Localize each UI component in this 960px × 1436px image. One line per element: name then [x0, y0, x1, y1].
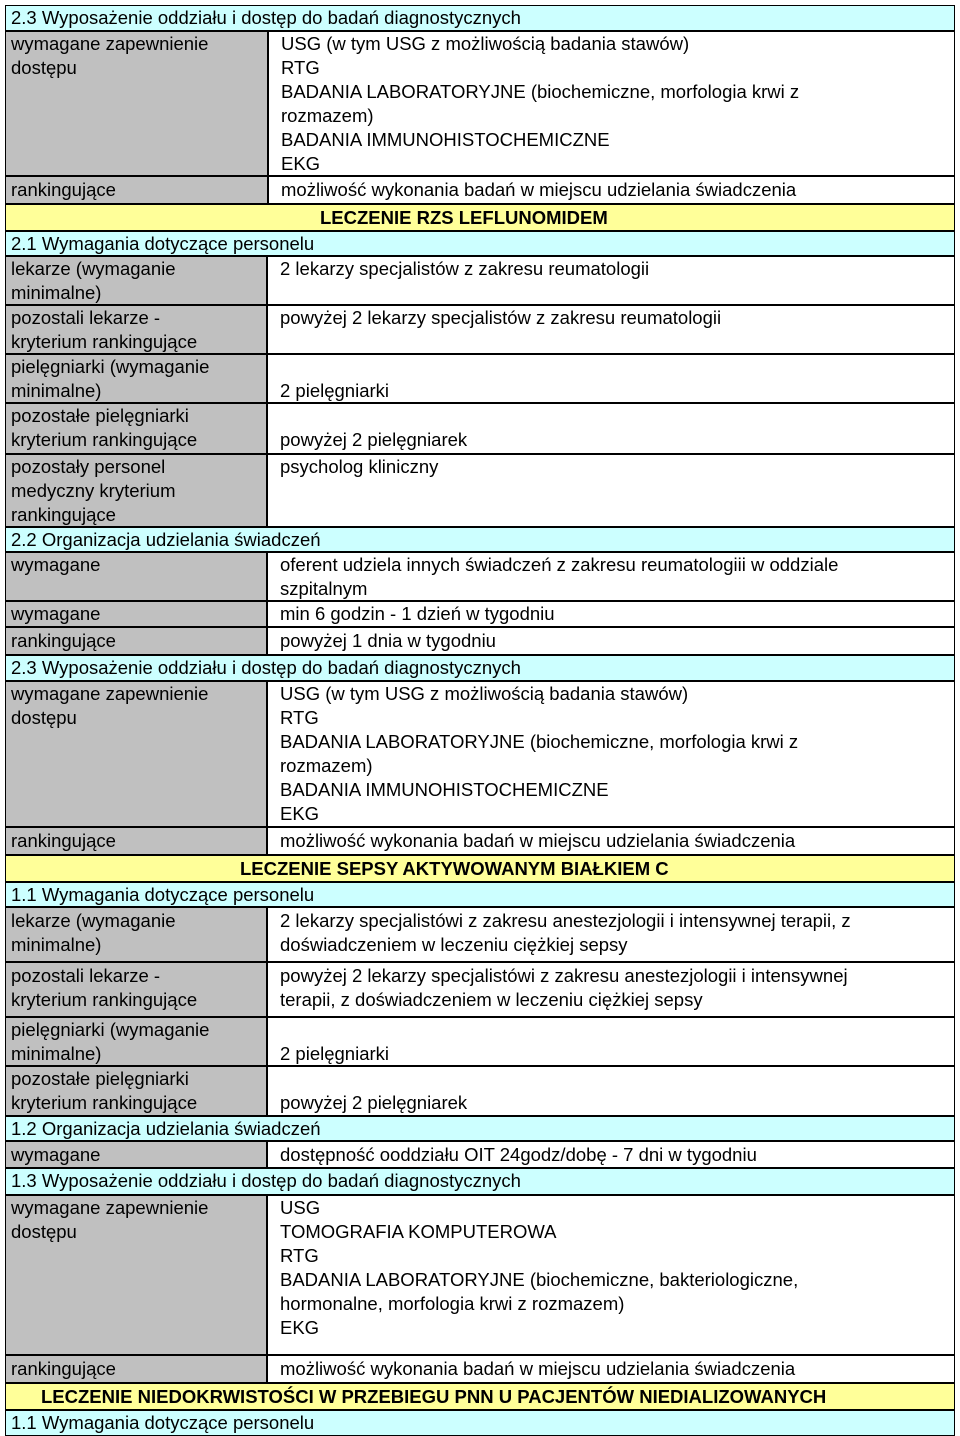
section-title: 1.1 Wymagania dotyczące personelu [11, 884, 315, 905]
value-line: BADANIA IMMUNOHISTOCHEMICZNE [280, 779, 609, 800]
value-line: EKG [280, 803, 320, 824]
value-line: powyżej 2 pielęgniarek [280, 1092, 468, 1113]
label-line: wymagane zapewnienie [11, 1197, 209, 1218]
value-line: powyżej 2 lekarzy specjalistówi z zakresu anestezjologii i intensywnej [280, 965, 848, 986]
table-row [5, 1066, 955, 1116]
treatment-title: LECZENIE NIEDOKRWISTOŚCI W PRZEBIEGU PNN U PACJENTÓW NIEDIALIZOWANYCH [41, 1386, 827, 1407]
value-line: EKG [281, 153, 321, 174]
value-line: rozmazem) [281, 105, 374, 126]
value-line: BADANIA LABORATORYJNE (biochemiczne, bakteriologiczne, [280, 1269, 799, 1290]
section-header [5, 655, 955, 681]
label-line: minimalne) [11, 1043, 102, 1064]
row-value [267, 827, 955, 855]
value-line: dostępność ooddziału OIT 24godz/dobę - 7 dni w tygodniu [280, 1144, 757, 1165]
table-row [5, 681, 955, 827]
label-line: wymagane zapewnienie [11, 33, 209, 54]
label-line: pozostały personel [11, 456, 166, 477]
value-line [280, 404, 954, 428]
label-line: pozostali lekarze - [11, 965, 161, 986]
section-title: 1.3 Wyposażenie oddziału i dostęp do badań diagnostycznych [11, 1170, 521, 1191]
row-value [267, 1066, 955, 1116]
value-line: RTG [280, 1245, 319, 1266]
section-title: 2.1 Wymagania dotyczące personelu [11, 233, 315, 254]
section-title: 2.2 Organizacja udzielania świadczeń [11, 529, 321, 550]
row-value [267, 305, 955, 354]
label-line: pozostali lekarze - [11, 307, 161, 328]
row-value [268, 31, 955, 176]
label-line: dostępu [11, 707, 77, 728]
row-label [5, 354, 267, 403]
section-header [5, 882, 955, 907]
row-label [5, 907, 267, 962]
table-row [5, 1017, 955, 1066]
value-line: rozmazem) [280, 755, 373, 776]
label-line: dostępu [11, 57, 77, 78]
value-line: oferent udziela innych świadczeń z zakresu reumatologiii w oddziale [280, 554, 839, 575]
value-line: RTG [281, 57, 320, 78]
table-row [5, 403, 955, 454]
label-line: minimalne) [11, 282, 102, 303]
label-line: medyczny kryterium [11, 480, 176, 501]
value-line: min 6 godzin - 1 dzień w tygodniu [280, 603, 555, 624]
table-row [5, 552, 955, 601]
row-value [267, 1017, 955, 1066]
row-label [5, 31, 268, 176]
label-line: dostępu [11, 1221, 77, 1242]
value-line: 2 pielęgniarki [280, 380, 390, 401]
table-row [5, 31, 955, 176]
section-title: 2.3 Wyposażenie oddziału i dostęp do badań diagnostycznych [11, 657, 521, 678]
section-header [5, 1410, 955, 1436]
label-line: pozostałe pielęgniarki [11, 1068, 189, 1089]
value-line: możliwość wykonania badań w miejscu udzielania świadczenia [280, 830, 796, 851]
row-value [267, 627, 955, 655]
row-value [267, 962, 955, 1017]
value-line: powyżej 1 dnia w tygodniu [280, 630, 496, 651]
label-line: lekarze (wymaganie [11, 910, 176, 931]
value-line: BADANIA LABORATORYJNE (biochemiczne, morfologia krwi z [280, 731, 799, 752]
section-header [5, 231, 955, 256]
value-line: BADANIA IMMUNOHISTOCHEMICZNE [281, 129, 610, 150]
row-label [5, 552, 267, 601]
row-label [5, 256, 267, 305]
value-line: RTG [280, 707, 319, 728]
label-line: pielęgniarki (wymaganie [11, 356, 210, 377]
section-header [5, 5, 955, 31]
value-line [280, 355, 954, 379]
row-value [268, 176, 955, 204]
label-line: kryterium rankingujące [11, 331, 198, 352]
row-value [267, 1141, 955, 1168]
table-row [5, 354, 955, 403]
label-line: kryterium rankingujące [11, 429, 198, 450]
row-label [5, 827, 267, 855]
treatment-banner [5, 1383, 955, 1410]
label-line: rankingujące [11, 179, 116, 200]
table-row [5, 601, 955, 627]
table-row [5, 962, 955, 1017]
section-header [5, 527, 955, 552]
label-line: rankingujące [11, 504, 116, 525]
table-row [5, 256, 955, 305]
treatment-title: LECZENIE SEPSY AKTYWOWANYM BIAŁKIEM C [240, 858, 669, 879]
value-line: możliwość wykonania badań w miejscu udzielania świadczenia [281, 179, 797, 200]
table-row [5, 907, 955, 962]
label-line: wymagane [11, 603, 101, 624]
row-value [267, 354, 955, 403]
table-row [5, 827, 955, 855]
treatment-banner [5, 204, 955, 231]
row-value [267, 1355, 955, 1383]
row-label [5, 681, 267, 827]
table-row [5, 454, 955, 527]
row-label [5, 627, 267, 655]
label-line: lekarze (wymaganie [11, 258, 176, 279]
label-line: wymagane zapewnienie [11, 683, 209, 704]
value-line: USG [280, 1197, 321, 1218]
value-line: terapii, z doświadczeniem w leczeniu ciężkiej sepsy [280, 989, 703, 1010]
row-label [5, 1195, 267, 1355]
value-line: USG (w tym USG z możliwością badania stawów) [280, 683, 689, 704]
table-row [5, 305, 955, 354]
row-value [267, 907, 955, 962]
table-row [5, 1195, 955, 1355]
label-line: pozostałe pielęgniarki [11, 405, 189, 426]
label-line: minimalne) [11, 934, 102, 955]
value-line: doświadczeniem w leczeniu ciężkiej sepsy [280, 934, 628, 955]
row-label [5, 176, 268, 204]
section-title: 2.3 Wyposażenie oddziału i dostęp do badań diagnostycznych [11, 7, 521, 28]
value-line: powyżej 2 lekarzy specjalistów z zakresu reumatologii [280, 307, 722, 328]
section-header [5, 1168, 955, 1195]
row-label [5, 601, 267, 627]
row-value [267, 601, 955, 627]
value-line: TOMOGRAFIA KOMPUTEROWA [280, 1221, 557, 1242]
value-line: 2 lekarzy specjalistówi z zakresu anestezjologii i intensywnej terapii, z [280, 910, 851, 931]
value-line: USG (w tym USG z możliwością badania stawów) [281, 33, 690, 54]
value-line: 2 lekarzy specjalistów z zakresu reumatologii [280, 258, 650, 279]
label-line: kryterium rankingujące [11, 1092, 198, 1113]
label-line: wymagane [11, 1144, 101, 1165]
value-line: psycholog kliniczny [280, 456, 439, 477]
row-value [267, 552, 955, 601]
row-value [267, 403, 955, 454]
value-line [280, 1018, 954, 1042]
row-label [5, 962, 267, 1017]
row-value [267, 681, 955, 827]
table-row [5, 1355, 955, 1383]
label-line: rankingujące [11, 830, 116, 851]
section-header [5, 1116, 955, 1141]
value-line: możliwość wykonania badań w miejscu udzielania świadczenia [280, 1358, 796, 1379]
table-row [5, 1141, 955, 1168]
row-value [267, 1195, 955, 1355]
row-label [5, 305, 267, 354]
value-line: hormonalne, morfologia krwi z rozmazem) [280, 1293, 625, 1314]
value-line: szpitalnym [280, 578, 368, 599]
label-line: pielęgniarki (wymaganie [11, 1019, 210, 1040]
table-row [5, 176, 955, 204]
section-title: 1.2 Organizacja udzielania świadczeń [11, 1118, 321, 1139]
row-label [5, 1355, 267, 1383]
value-line: EKG [280, 1317, 320, 1338]
table-row [5, 627, 955, 655]
row-value [267, 256, 955, 305]
row-label [5, 454, 267, 527]
label-line: rankingujące [11, 1358, 116, 1379]
row-label [5, 1141, 267, 1168]
value-line: powyżej 2 pielęgniarek [280, 429, 468, 450]
row-label [5, 403, 267, 454]
value-line [280, 1067, 954, 1091]
row-value [267, 454, 955, 527]
section-title: 1.1 Wymagania dotyczące personelu [11, 1412, 315, 1433]
row-label [5, 1066, 267, 1116]
value-line: BADANIA LABORATORYJNE (biochemiczne, morfologia krwi z [281, 81, 800, 102]
row-label [5, 1017, 267, 1066]
label-line: rankingujące [11, 630, 116, 651]
value-line: 2 pielęgniarki [280, 1043, 390, 1064]
treatment-banner [5, 855, 955, 882]
treatment-title: LECZENIE RZS LEFLUNOMIDEM [320, 207, 608, 228]
label-line: kryterium rankingujące [11, 989, 198, 1010]
label-line: minimalne) [11, 380, 102, 401]
label-line: wymagane [11, 554, 101, 575]
